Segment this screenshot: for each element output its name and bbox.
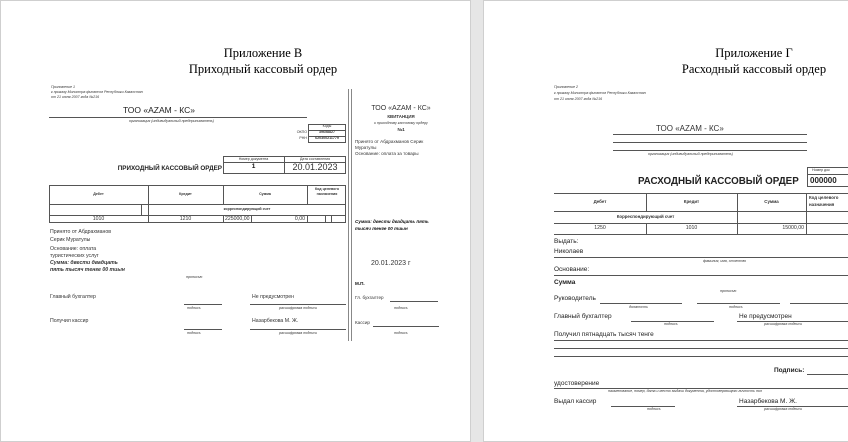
org-name: ТОО «AZAM - КС» (123, 105, 196, 115)
divider (49, 117, 307, 118)
legal-note-line: Приложение 2 (554, 85, 578, 89)
col-sum: Сумма (259, 192, 271, 196)
receipt-title: КВИТАНЦИЯ (387, 114, 415, 119)
legal-note-line: к приказу Министра финансов Республики Казахстан (51, 90, 143, 94)
credit-value: 1210 (179, 216, 192, 222)
okpo-value: 39658827 (319, 130, 335, 134)
sum-value: 225000,00 (225, 216, 250, 222)
appendix-heading: Приложение Г (715, 46, 793, 60)
amount-words: пять тысяч тенге 00 тиын (50, 267, 125, 273)
receipt-chief-accountant: Гл. бухгалтер (355, 295, 384, 300)
debit-value: 1010 (92, 216, 105, 222)
page-right (483, 0, 848, 442)
debit-value: 1250 (594, 225, 606, 231)
in-words-caption: прописью (720, 289, 737, 293)
legal-note-line: Приложение 1 (51, 85, 75, 89)
doc-number: 1 (251, 163, 256, 170)
receipt-amount-words: Сумма: двести двадцать пять (355, 219, 429, 224)
issue-to: Николаев (554, 248, 584, 255)
amount-label: Сумма (554, 279, 576, 286)
director-label: Руководитель (554, 295, 596, 302)
received-from: Принято от Абдрахманов (50, 229, 111, 235)
received-cashier-label: Получил кассир (50, 318, 89, 324)
org-caption: организация (индивидуальный предприниматель) (648, 152, 733, 156)
receipt-date: 20.01.2023 г (371, 260, 411, 267)
position-caption: должность (629, 305, 649, 309)
sum-value: 15000,00 (782, 225, 804, 231)
fio-caption: фамилия, имя, отчество (703, 259, 747, 263)
cashier-value: Назарбекова М. Ж. (252, 318, 299, 324)
signature-decode-caption: расшифровка подписи (764, 322, 803, 326)
appendix-heading: Приложение В (223, 46, 303, 60)
amount-words: Сумма: двести двадцать (50, 260, 118, 266)
col-credit: Кредит (179, 192, 192, 196)
chief-accountant-label: Главный бухгалтер (554, 313, 612, 320)
id-caption: наименование, номер, дата и место выдачи документа, удостоверяющего личность пол (608, 389, 762, 393)
doc-date-label: Дата составления (299, 157, 331, 161)
cut-line (348, 89, 349, 341)
doc-date: 20.01.2023 (292, 162, 338, 172)
received-text: Получил пятнадцать тысяч тенге (554, 331, 654, 338)
receipt-cashier: Кассир (355, 320, 370, 325)
chief-accountant-value: Не предусмотрен (739, 313, 792, 320)
receipt-received-from: Муратулы (355, 145, 377, 150)
chief-accountant-label: Главный бухгалтер (50, 294, 96, 300)
issue-label: Выдать: (554, 238, 579, 245)
signature-decode-caption: расшифровка подписи (278, 331, 318, 335)
appendix-subheading: Приходный кассовый ордер (188, 62, 338, 76)
signature-caption: подпись (664, 322, 678, 326)
corr-account: корреспондирующий счет (223, 207, 271, 211)
org-name: ТОО «AZAM - КС» (656, 124, 724, 133)
doc-number: 000000 (810, 176, 837, 185)
signature-caption: подпись (647, 407, 661, 411)
sum-extra-value: 0,00 (294, 216, 305, 222)
org-caption: организация (индивидуальный предприниматель) (129, 119, 214, 123)
basis-label: Основание: (554, 266, 590, 273)
col-debit: Дебет (93, 192, 104, 196)
signature-label: Подпись: (774, 367, 805, 374)
receipt-number: №1 (397, 127, 405, 132)
rnn-label: РНН (299, 136, 307, 140)
basis: Основание: оплата (50, 246, 97, 252)
cashier-value: Назарбекова М. Ж. (739, 398, 797, 405)
signature-caption: подпись (394, 331, 408, 335)
col-purpose-code: Код целевого назначения (809, 195, 839, 207)
chief-accountant-value: Не предусмотрен (252, 294, 295, 300)
signature-caption: подпись (187, 331, 201, 335)
in-words-caption: прописью (186, 275, 203, 279)
id-document: удостоверение (554, 380, 600, 387)
signature-decode-caption: расшифровка подписи (278, 306, 318, 310)
col-sum: Сумма (764, 199, 779, 204)
okpo-label: ОКПО (296, 130, 307, 134)
signature-caption: подпись (187, 306, 201, 310)
cashier-label: Выдал кассир (554, 398, 597, 405)
signature-caption: подпись (394, 306, 408, 310)
col-purpose-code: Код целевого назначения (314, 187, 340, 196)
receipt-received-from: Принято от Абдрахманов Серик (355, 139, 424, 144)
codes-header: Коды (322, 124, 332, 128)
received-from: Серик Муратулы (50, 237, 91, 243)
signature-decode-caption: расшифровка подписи (764, 407, 803, 411)
legal-note-line: от 21 июня 2007 года №216 (51, 95, 100, 99)
rnn-value: 620300211779 (315, 136, 339, 140)
receipt-basis: Основание: оплата за товары (355, 151, 419, 156)
receipt-subtitle: к приходному кассовому ордеру (374, 121, 428, 125)
corr-account: Корреспондирующий счет (616, 214, 675, 219)
doc-title: РАСХОДНЫЙ КАССОВЫЙ ОРДЕР (638, 176, 799, 187)
doc-number-label: Номер док (812, 168, 830, 172)
appendix-subheading: Расходный кассовый ордер (681, 62, 827, 76)
basis: туристических услуг (50, 253, 99, 259)
legal-note-line: к приказу Министра финансов Республики Казахстан (554, 91, 646, 95)
receipt-org-name: ТОО «AZAM - КС» (371, 105, 431, 112)
receipt-stamp: М.П. (355, 281, 365, 286)
col-credit: Кредит (683, 199, 700, 204)
credit-value: 1010 (685, 225, 698, 231)
receipt-amount-words: тысяч тенге 00 тиын (355, 226, 408, 231)
doc-number-label: Номер документа (238, 157, 269, 161)
doc-title: ПРИХОДНЫЙ КАССОВЫЙ ОРДЕР (117, 165, 222, 172)
signature-caption: подпись (729, 305, 743, 309)
legal-note-line: от 21 июня 2007 года №216 (554, 97, 603, 101)
col-debit: Дебет (593, 199, 607, 204)
